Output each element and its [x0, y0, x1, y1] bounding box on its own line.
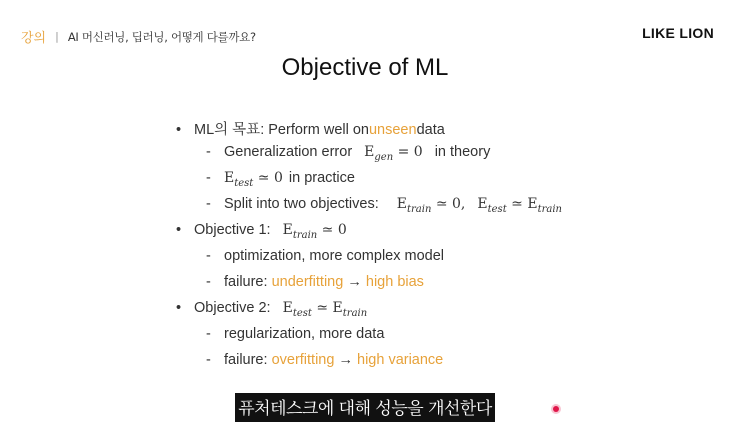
bullet-text: ML의 목표: Perform well on — [194, 122, 369, 138]
dash-marker: - — [206, 248, 211, 264]
highlight-overfitting: overfitting — [271, 352, 335, 368]
brand-logo: LIKE LION — [642, 25, 714, 41]
sub-item-pre: failure: — [224, 274, 272, 290]
dash-marker: - — [206, 144, 211, 160]
arrow: → — [334, 352, 357, 368]
lecture-tag: 강의 — [21, 31, 47, 46]
dash-marker: - — [206, 170, 211, 186]
sub-item-regularization — [206, 326, 384, 342]
sub-item-post: in theory — [434, 144, 491, 160]
math-e-test-train: $E_{test}$ ≃ $E_{train}$ — [477, 196, 562, 215]
bullet-objective-2 — [176, 300, 367, 319]
math-e-test-approx-train: $E_{test}$ ≃ $E_{train}$ — [282, 300, 368, 319]
bullet-text-end: data — [416, 122, 445, 138]
header-divider: | — [55, 30, 59, 43]
bullet-text: Objective 1: — [194, 222, 271, 238]
bullet-dot: • — [176, 222, 182, 238]
dash-marker: - — [206, 326, 211, 342]
video-caption: 퓨처테스크에 대해 성능을 개선한다 — [235, 393, 495, 422]
sub-item-test-error — [206, 170, 355, 189]
math-e-train: $E_{train}$ ≃ 0 — [282, 222, 347, 241]
sub-item-optimization — [206, 248, 444, 264]
bullet-dot: • — [176, 122, 182, 138]
sub-item-split — [206, 196, 562, 215]
header — [21, 27, 256, 46]
dash-marker: - — [206, 274, 211, 290]
sub-item-text: regularization, more data — [224, 326, 385, 342]
subtitle-bar — [0, 393, 730, 422]
math-e-test: $E_{test}$ ≃ 0 — [224, 170, 283, 189]
sub-item-failure-2 — [206, 352, 443, 368]
highlight-underfitting: underfitting — [271, 274, 344, 290]
highlight-unseen: unseen — [368, 122, 417, 138]
course-title: AI 머신러닝, 딥러닝, 어떻게 다를까요? — [67, 29, 256, 44]
math-e-gen: $E_{gen} = 0$ — [364, 144, 423, 163]
highlight-high-bias: high bias — [365, 274, 424, 290]
sub-item-text: optimization, more complex model — [224, 248, 445, 264]
slide-title: Objective of ML — [281, 54, 449, 81]
sub-item-generalization — [206, 144, 490, 163]
dash-marker: - — [206, 196, 211, 212]
sub-item-failure-1 — [206, 274, 424, 290]
sub-item-text: Generalization error — [224, 144, 353, 160]
sub-item-pre: failure: — [224, 352, 272, 368]
dash-marker: - — [206, 352, 211, 368]
bullet-objective-1 — [176, 222, 347, 241]
bullet-text: Objective 2: — [194, 300, 271, 316]
laser-pointer-dot — [553, 406, 559, 412]
sub-item-text: Split into two objectives: — [224, 196, 379, 212]
bullet-ml-goal — [176, 118, 445, 139]
arrow: → — [343, 274, 366, 290]
math-e-train-zero: $E_{train}$ ≃ 0, — [396, 196, 466, 215]
bullet-dot: • — [176, 300, 182, 316]
sub-item-post: in practice — [288, 170, 355, 186]
highlight-high-variance: high variance — [357, 352, 444, 368]
